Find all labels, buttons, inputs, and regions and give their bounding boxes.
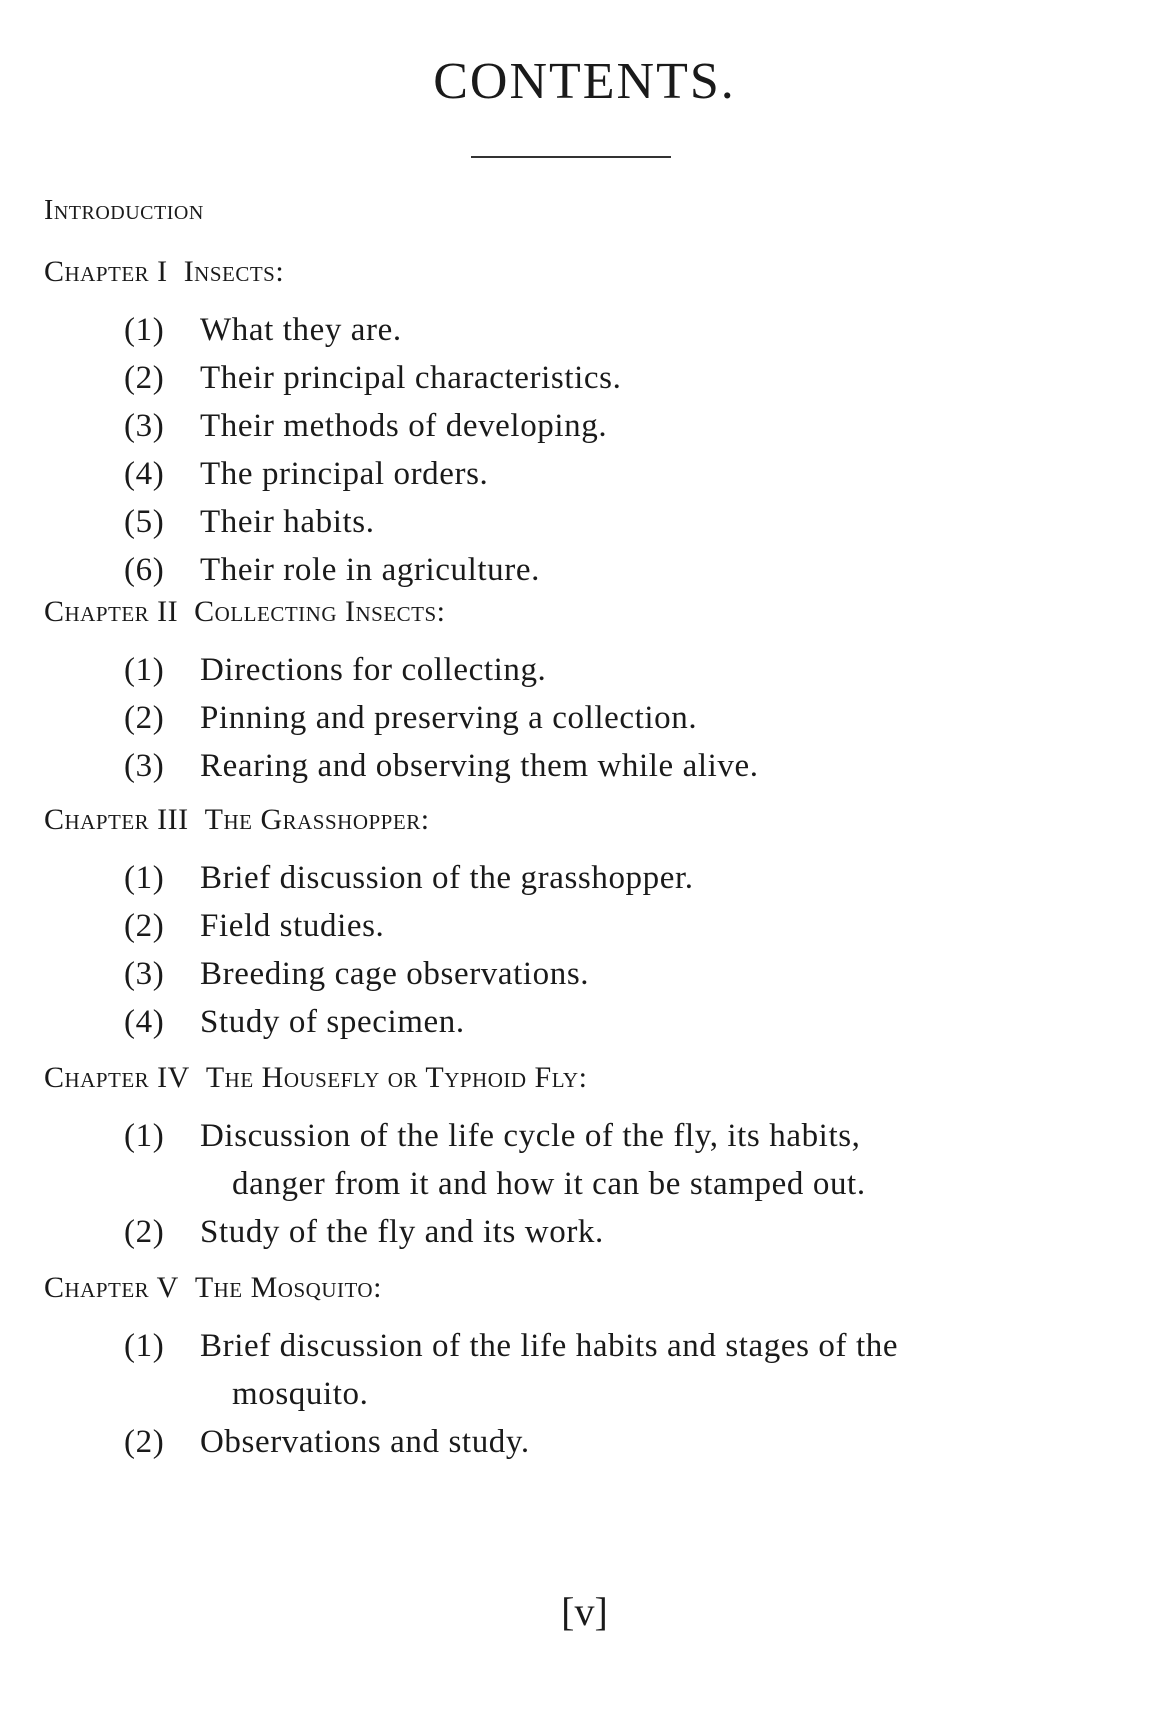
- chapter-heading: [44, 252, 1124, 292]
- toc-item: [44, 694, 1124, 742]
- toc-item: [44, 1322, 1124, 1418]
- item-text-wrapper: [200, 498, 1124, 546]
- chapter-heading: [44, 800, 1124, 840]
- item-text-wrapper: [200, 902, 1124, 950]
- item-text: Study of specimen.: [200, 1004, 465, 1040]
- item-text-wrapper: [200, 694, 1124, 742]
- chapter-item-list: [44, 646, 1124, 790]
- toc-item: [44, 306, 1124, 354]
- toc-item: [44, 998, 1124, 1046]
- item-number: (3): [124, 956, 165, 992]
- item-text: Directions for collecting.: [200, 652, 547, 688]
- toc-item: [44, 950, 1124, 998]
- toc-item: [44, 450, 1124, 498]
- item-text-wrapper: [200, 450, 1124, 498]
- item-text-wrapper: [200, 306, 1124, 354]
- chapter-number: Chapter I: [44, 255, 168, 288]
- chapter-heading: [44, 1268, 1124, 1308]
- page-number: [v]: [561, 1589, 608, 1634]
- toc-item: [44, 546, 1124, 594]
- item-text-wrapper: [200, 1208, 1124, 1256]
- item-text: Brief discussion of the grasshopper.: [200, 860, 694, 896]
- item-text-wrapper: [200, 402, 1124, 450]
- item-text-wrapper: [200, 1112, 1124, 1208]
- page-title: CONTENTS.: [433, 53, 736, 110]
- item-number: (2): [124, 1214, 165, 1250]
- item-text-continuation: danger from it and how it can be stamped out.: [232, 1166, 866, 1202]
- toc-item: [44, 498, 1124, 546]
- toc-item: [44, 742, 1124, 790]
- toc-chapter: [44, 1058, 1124, 1256]
- chapter-heading: [44, 592, 1124, 632]
- chapter-number: Chapter II: [44, 595, 179, 628]
- toc-chapter: [44, 1268, 1124, 1466]
- item-number: (2): [124, 360, 165, 396]
- toc-item: [44, 646, 1124, 694]
- toc-entry-introduction: Introduction: [44, 195, 204, 226]
- item-text: Their principal characteristics.: [200, 360, 622, 396]
- item-text-wrapper: [200, 1322, 1124, 1418]
- item-text: Study of the fly and its work.: [200, 1214, 604, 1250]
- item-text: Their role in agriculture.: [200, 552, 540, 588]
- item-number: (3): [124, 748, 165, 784]
- item-text: Observations and study.: [200, 1424, 530, 1460]
- item-text: Their methods of developing.: [200, 408, 608, 444]
- item-text-wrapper: [200, 354, 1124, 402]
- item-text-wrapper: [200, 646, 1124, 694]
- toc-item: [44, 354, 1124, 402]
- item-number: (4): [124, 456, 165, 492]
- chapter-item-list: [44, 1322, 1124, 1466]
- item-text-wrapper: [200, 1418, 1124, 1466]
- toc-item: [44, 1418, 1124, 1466]
- toc-item: [44, 1112, 1124, 1208]
- item-number: (1): [124, 1118, 165, 1154]
- item-text: Field studies.: [200, 908, 385, 944]
- item-number: (2): [124, 700, 165, 736]
- chapter-number: Chapter III: [44, 803, 189, 836]
- item-text-continuation: mosquito.: [232, 1376, 369, 1412]
- item-number: (1): [124, 652, 165, 688]
- chapter-title: The Mosquito:: [194, 1271, 382, 1304]
- item-text-wrapper: [200, 854, 1124, 902]
- item-text: What they are.: [200, 312, 402, 348]
- item-text: Brief discussion of the life habits and stages of the: [200, 1328, 899, 1364]
- item-text-wrapper: [200, 546, 1124, 594]
- chapter-title: Collecting Insects:: [194, 595, 446, 628]
- item-number: (2): [124, 1424, 165, 1460]
- item-number: (5): [124, 504, 165, 540]
- item-text-wrapper: [200, 950, 1124, 998]
- toc-chapter: [44, 592, 1124, 790]
- toc-chapter: [44, 252, 1124, 594]
- item-text: Their habits.: [200, 504, 375, 540]
- item-text: Breeding cage observations.: [200, 956, 590, 992]
- title-rule: [471, 156, 671, 158]
- item-number: (3): [124, 408, 165, 444]
- chapter-number: Chapter IV: [44, 1061, 190, 1094]
- toc-chapter: [44, 800, 1124, 1046]
- chapter-title: The Grasshopper:: [204, 803, 430, 836]
- chapter-item-list: [44, 306, 1124, 594]
- item-text: The principal orders.: [200, 456, 489, 492]
- chapter-title: The Housefly or Typhoid Fly:: [205, 1061, 588, 1094]
- item-number: (6): [124, 552, 165, 588]
- item-text: Rearing and observing them while alive.: [200, 748, 759, 784]
- item-text: Pinning and preserving a collection.: [200, 700, 698, 736]
- toc-item: [44, 402, 1124, 450]
- chapter-item-list: [44, 1112, 1124, 1256]
- item-number: (1): [124, 860, 165, 896]
- item-number: (4): [124, 1004, 165, 1040]
- chapter-title: Insects:: [183, 255, 285, 288]
- chapter-heading: [44, 1058, 1124, 1098]
- item-number: (1): [124, 1328, 165, 1364]
- chapter-number: Chapter V: [44, 1271, 179, 1304]
- chapter-item-list: [44, 854, 1124, 1046]
- item-number: (2): [124, 908, 165, 944]
- item-number: (1): [124, 312, 165, 348]
- item-text-wrapper: [200, 742, 1124, 790]
- toc-item: [44, 854, 1124, 902]
- toc-item: [44, 902, 1124, 950]
- item-text-wrapper: [200, 998, 1124, 1046]
- item-text: Discussion of the life cycle of the fly, its habits,: [200, 1118, 861, 1154]
- toc-item: [44, 1208, 1124, 1256]
